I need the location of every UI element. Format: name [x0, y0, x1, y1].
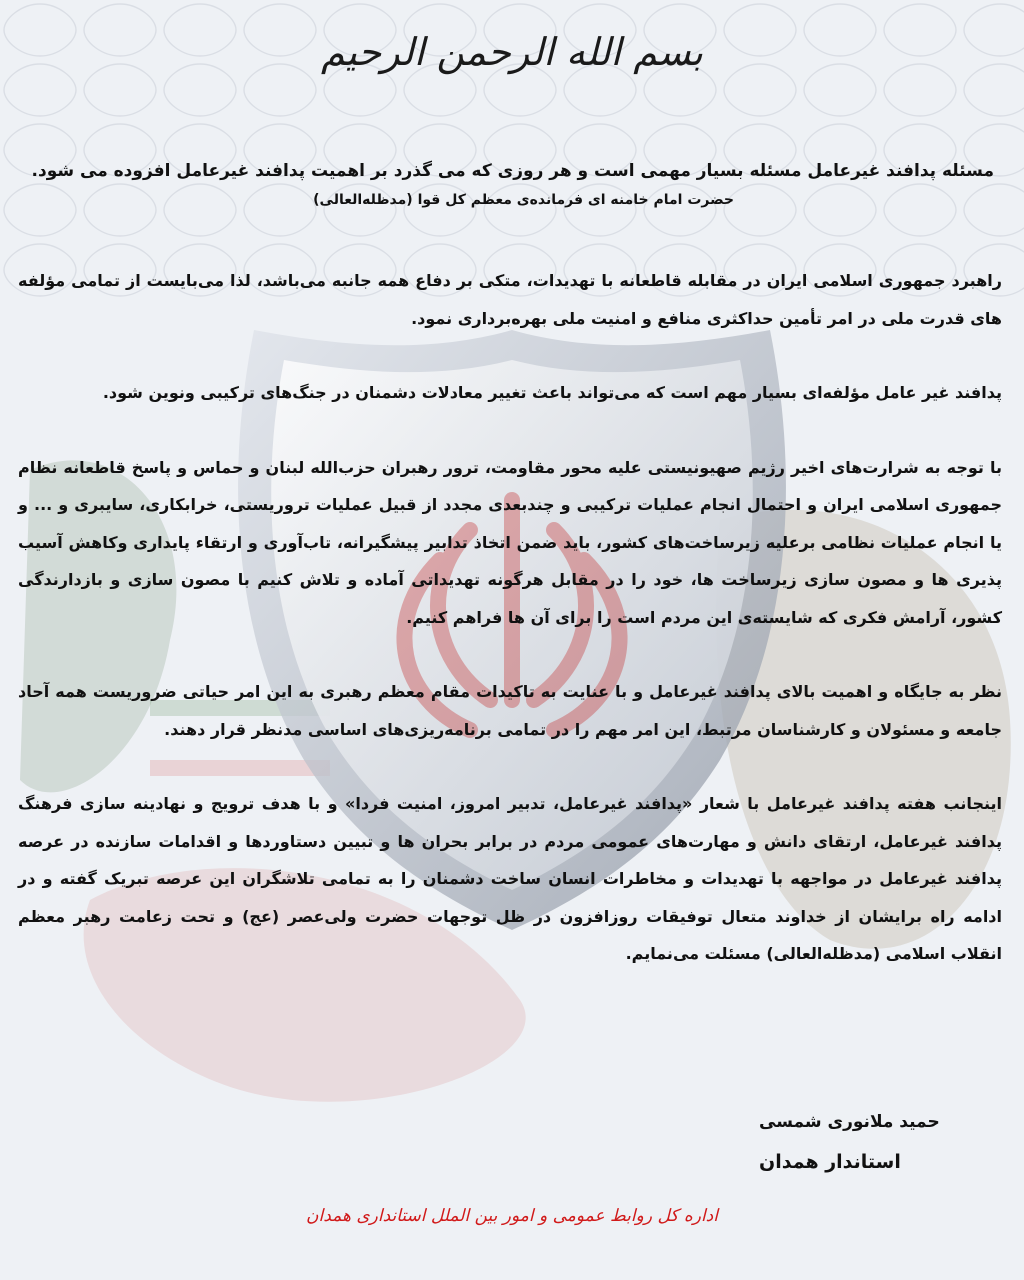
signer-name: حمید ملانوری شمسی: [759, 1112, 940, 1132]
paragraph: پدافند غیر عامل مؤلفه‌ای بسیار مهم است که می‌تواند باعث تغییر معادلات دشمنان در جنگ‌های ترکیبی ونوین شود.: [102, 383, 1002, 402]
paragraph: نظر به جایگاه و اهمیت بالای پدافند غیرعامل و با عنایت به تاکیدات مقام معظم رهبری به این امر حیاتی ضروریست همه آحاد جامعه و مسئولان و کارشناسان مرتبط، این امر مهم را در تمامی برنامه‌ریزی‌های اساسی مدنظر قرار دهند.: [18, 682, 1002, 739]
signature-block: [759, 1102, 1024, 1182]
basmala-calligraphy: بسم الله الرحمن الرحیم: [321, 30, 703, 74]
signer-title: استاندار همدان: [759, 1151, 901, 1173]
quote-attribution: حضرت امام خامنه ای فرمانده‌ی معظم کل قوا (مدظله‌العالی): [313, 192, 734, 208]
letter-body: [18, 262, 1002, 1010]
paragraph: با توجه به شرارت‌های اخیر رژیم صهیونیستی علیه محور مقاومت، ترور رهبران حزب‌الله لبنان و حماس و پاسخ قاطعانه نظام جمهوری اسلامی ایران و احتمال انجام عملیات ترکیبی و چندبعدی مجدد از قبیل عملیات تروریستی، خرابکاری، سایبری و ... و یا انجام عملیات نظامی برعلیه زیرساخت‌های کشور، باید ضمن اتخاذ تدابیر پیشگیرانه، تاب‌آوری و ارتقاء پایداری وکاهش آسیب پذیری ها و مصون سازی زیرساخت ها، خود را در مقابل هرگونه تهدیداتی آماده و تلاش کنیم با مصون سازی و بازدارندگی کشور، آرامش فکری که شایسته‌ی این مردم است را برای آن ها فراهم کنیم.: [18, 457, 1002, 627]
paragraph: اینجانب هفته پدافند غیرعامل با شعار «پدافند غیرعامل، تدبیر امروز، امنیت فردا» و با هدف ترویج و نهادینه سازی فرهنگ پدافند غیرعامل، ارتقای دانش و مهارت‌های عمومی مردم در برابر بحران ها و تبیین دستاوردها و اقدامات سازنده در عرصه پدافند غیرعامل در مواجهه با تهدیدات و مخاطرات انسان ساخت دشمنان را به تمامی تلاشگران این عرصه تبریک گفته و در ادامه راه برایشان از خداوند متعال توفیقات روزافزون در ظل توجهات حضرت ولی‌عصر (عج) و تحت زعامت رهبر معظم انقلاب اسلامی (مدظله‌العالی) مسئلت می‌نمایم.: [18, 794, 1002, 963]
footer-department: اداره کل روابط عمومی و امور بین الملل استانداری همدان: [306, 1206, 718, 1226]
paragraph: راهبرد جمهوری اسلامی ایران در مقابله قاطعانه با تهدیدات، متکی بر دفاع همه جانبه می‌باشد، لذا می‌بایست از تمامی مؤلفه های قدرت ملی در امر تأمین حداکثری منافع و امنیت ملی بهره‌برداری نمود.: [18, 271, 1002, 328]
leader-quote: مسئله پدافند غیرعامل مسئله بسیار مهمی است و هر روزی که می گذرد بر اهمیت پدافند غیرعامل افزوده می شود.: [31, 161, 994, 181]
